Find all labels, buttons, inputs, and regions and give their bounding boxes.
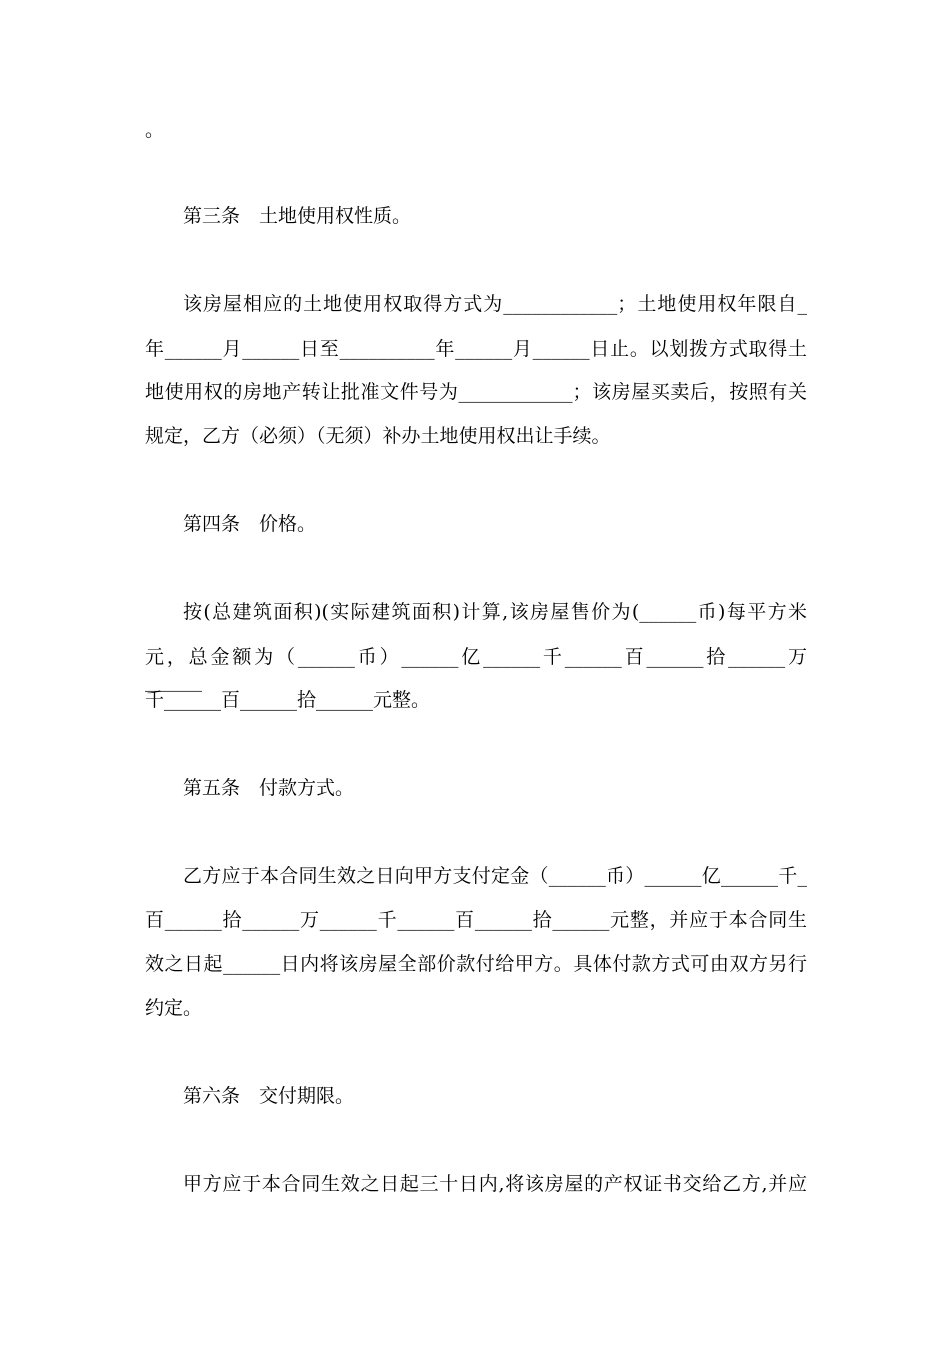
article-3-line-1: 该房屋相应的土地使用权取得方式为____________；土地使用权年限自_ bbox=[183, 293, 807, 315]
article-6-line-1: 甲方应于本合同生效之日起三十日内,将该房屋的产权证书交给乙方,并应 bbox=[183, 1173, 807, 1195]
article-6-heading: 第六条 交付期限。 bbox=[183, 1085, 355, 1107]
article-4-heading: 第四条 价格。 bbox=[183, 513, 317, 535]
article-4-line-2: 元，总金额为（______币）______亿______千______百______拾______万______ bbox=[145, 646, 807, 692]
article-4-line-1: 按(总建筑面积)(实际建筑面积)计算,该房屋售价为(______币)每平方米 bbox=[183, 601, 807, 623]
article-3-line-2: 年______月______日至__________年______月______日止。以划拨方式取得土 bbox=[145, 338, 807, 360]
trailing-punctuation: 。 bbox=[145, 119, 165, 141]
article-5-heading: 第五条 付款方式。 bbox=[183, 777, 355, 799]
article-5-line-3: 效之日起______日内将该房屋全部价款付给甲方。具体付款方式可由双方另行 bbox=[145, 953, 807, 975]
article-5-line-1: 乙方应于本合同生效之日向甲方支付定金（______币）______亿______千_ bbox=[183, 865, 807, 887]
article-4-line-3: 千______百______拾______元整。 bbox=[145, 689, 431, 711]
article-5-line-2: 百______拾______万______千______百______拾______元整，并应于本合同生 bbox=[145, 909, 807, 931]
article-3-line-3: 地使用权的房地产转让批准文件号为____________；该房屋买卖后，按照有关 bbox=[145, 381, 807, 403]
article-5-line-4: 约定。 bbox=[145, 997, 203, 1019]
article-3-line-4: 规定，乙方（必须）（无须）补办土地使用权出让手续。 bbox=[145, 425, 611, 447]
article-3-heading: 第三条 土地使用权性质。 bbox=[183, 205, 412, 227]
